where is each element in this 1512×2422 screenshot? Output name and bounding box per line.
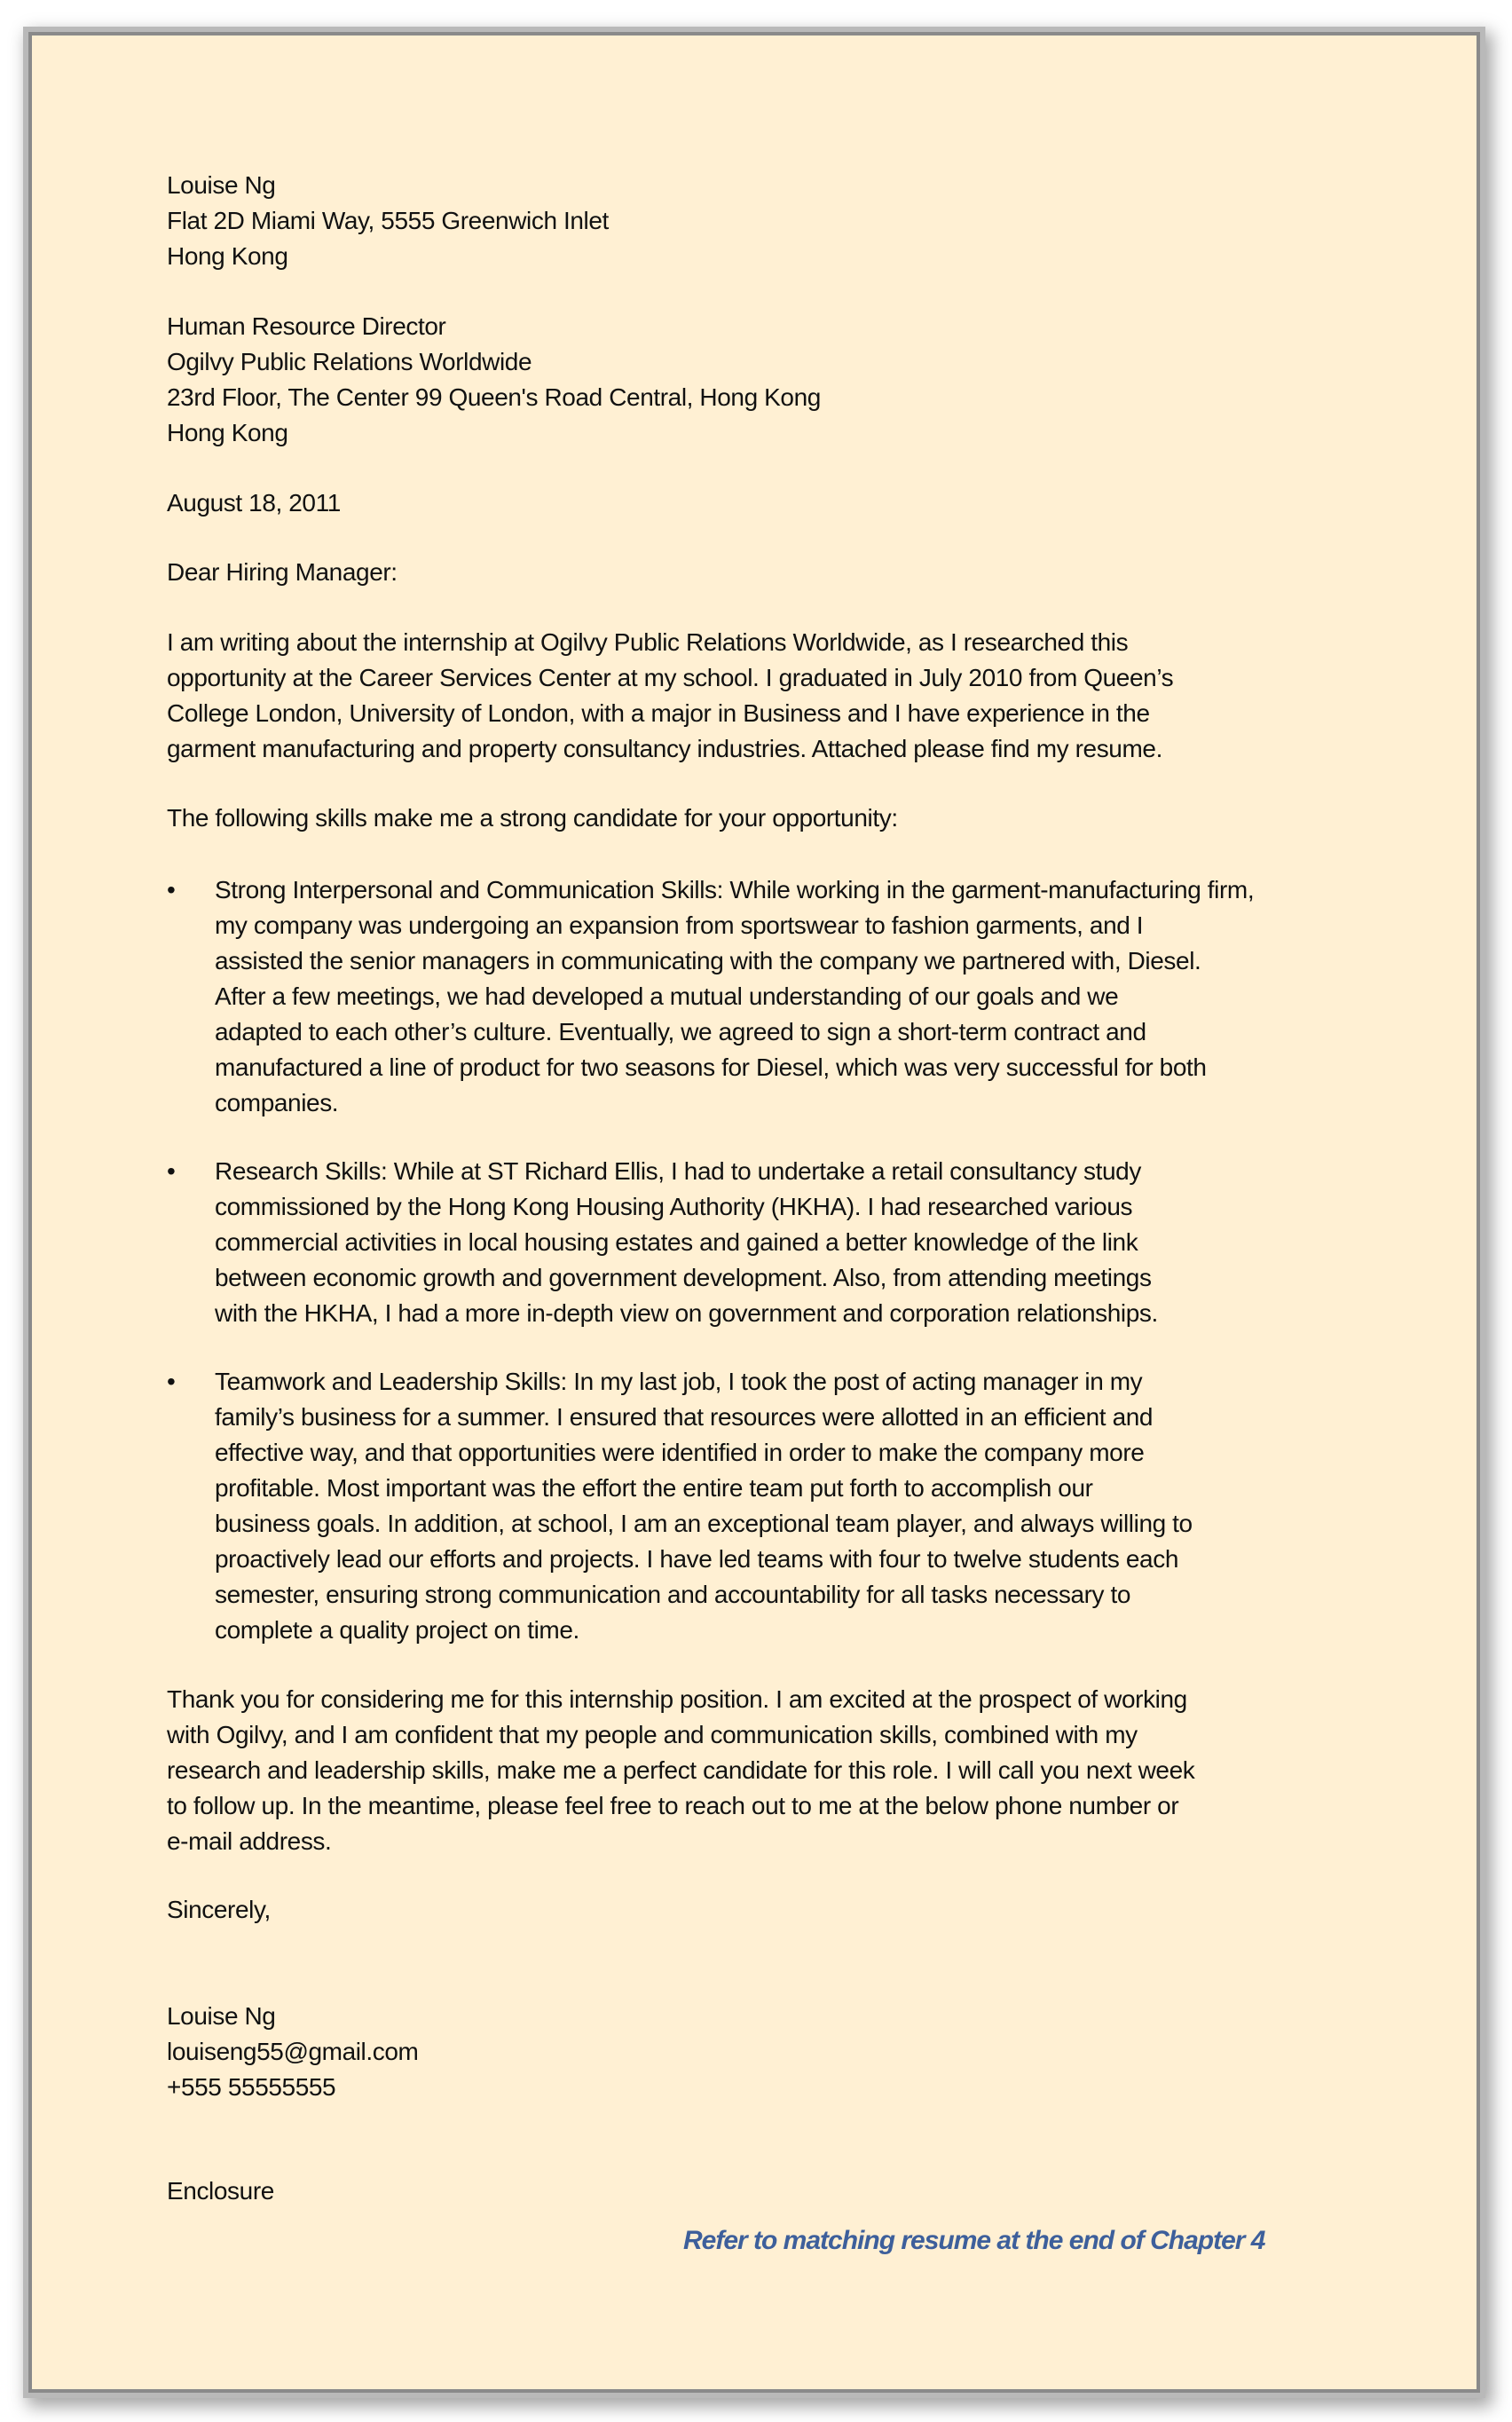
text-line: manufactured a line of product for two seasons for Diesel, which was very successful for both: [215, 1053, 1207, 1081]
bullet-icon: •: [167, 876, 176, 903]
signature-phone: +555 55555555: [167, 2073, 336, 2101]
text-line: with the HKHA, I had a more in-depth view on government and corporation relationships.: [215, 1299, 1158, 1327]
text-line: complete a quality project on time.: [215, 1616, 579, 1644]
sender-name: Louise Ng: [167, 171, 276, 199]
text-line: effective way, and that opportunities were identified in order to make the company more: [215, 1439, 1145, 1466]
signature-email: louiseng55@gmail.com: [167, 2038, 419, 2065]
text-line: Thank you for considering me for this internship position. I am excited at the prospect of working: [167, 1685, 1187, 1713]
enclosure: Enclosure: [167, 2177, 274, 2205]
text-line: commissioned by the Hong Kong Housing Authority (HKHA). I had researched various: [215, 1193, 1133, 1220]
text-line: research and leadership skills, make me a perfect candidate for this role. I will call you next week: [167, 1756, 1195, 1784]
recipient-street: 23rd Floor, The Center 99 Queen's Road Central, Hong Kong: [167, 383, 821, 411]
letter-date: August 18, 2011: [167, 489, 341, 517]
text-line: I am writing about the internship at Ogilvy Public Relations Worldwide, as I researched this: [167, 628, 1129, 656]
text-line: with Ogilvy, and I am confident that my people and communication skills, combined with my: [167, 1721, 1138, 1748]
signature-block: [167, 1999, 418, 2105]
recipient-title: Human Resource Director: [167, 312, 446, 340]
closing-paragraph: [167, 1682, 1194, 1859]
text-line: family’s business for a summer. I ensured that resources were allotted in an efficient and: [215, 1403, 1154, 1431]
sender-address: [167, 168, 609, 274]
text-line: Research Skills: While at ST Richard Ellis, I had to undertake a retail consultancy study: [215, 1157, 1141, 1185]
sender-street: Flat 2D Miami Way, 5555 Greenwich Inlet: [167, 207, 609, 234]
text-line: profitable. Most important was the effort the entire team put forth to accomplish our: [215, 1474, 1093, 1502]
recipient-company: Ogilvy Public Relations Worldwide: [167, 348, 532, 375]
text-line: e-mail address.: [167, 1827, 332, 1855]
text-line: business goals. In addition, at school, I am an exceptional team player, and always willing to: [215, 1510, 1193, 1537]
recipient-city: Hong Kong: [167, 419, 288, 446]
text-line: between economic growth and government development. Also, from attending meetings: [215, 1264, 1152, 1291]
text-line: Teamwork and Leadership Skills: In my last job, I took the post of acting manager in my: [215, 1368, 1143, 1395]
intro-paragraph: [167, 625, 1173, 767]
recipient-address: [167, 309, 821, 451]
text-line: semester, ensuring strong communication and accountability for all tasks necessary to: [215, 1581, 1131, 1608]
sign-off: Sincerely,: [167, 1896, 271, 1923]
text-line: to follow up. In the meantime, please feel free to reach out to me at the below phone number or: [167, 1792, 1179, 1819]
sender-city: Hong Kong: [167, 242, 288, 270]
bullet-icon: •: [167, 1368, 176, 1395]
signature-name: Louise Ng: [167, 2002, 276, 2030]
text-line: After a few meetings, we had developed a mutual understanding of our goals and we: [215, 982, 1119, 1010]
skills-lead: The following skills make me a strong candidate for your opportunity:: [167, 804, 898, 832]
text-line: opportunity at the Career Services Center at my school. I graduated in July 2010 from Queen’s: [167, 664, 1174, 691]
resume-reference-note: Refer to matching resume at the end of Chapter 4: [683, 2226, 1265, 2255]
text-line: College London, University of London, with a major in Business and I have experience in the: [167, 699, 1150, 727]
text-line: Strong Interpersonal and Communication Skills: While working in the garment-manufacturing firm,: [215, 876, 1255, 903]
text-line: commercial activities in local housing estates and gained a better knowledge of the link: [215, 1228, 1138, 1256]
text-line: companies.: [215, 1089, 339, 1116]
salutation: Dear Hiring Manager:: [167, 558, 398, 586]
text-line: assisted the senior managers in communicating with the company we partnered with, Diesel.: [215, 947, 1201, 974]
text-line: garment manufacturing and property consultancy industries. Attached please find my resume.: [167, 735, 1162, 762]
text-line: adapted to each other’s culture. Eventually, we agreed to sign a short-term contract and: [215, 1018, 1146, 1045]
bullet-icon: •: [167, 1157, 176, 1185]
text-line: proactively lead our efforts and projects. I have led teams with four to twelve students each: [215, 1545, 1178, 1573]
text-line: my company was undergoing an expansion from sportswear to fashion garments, and I: [215, 911, 1144, 939]
